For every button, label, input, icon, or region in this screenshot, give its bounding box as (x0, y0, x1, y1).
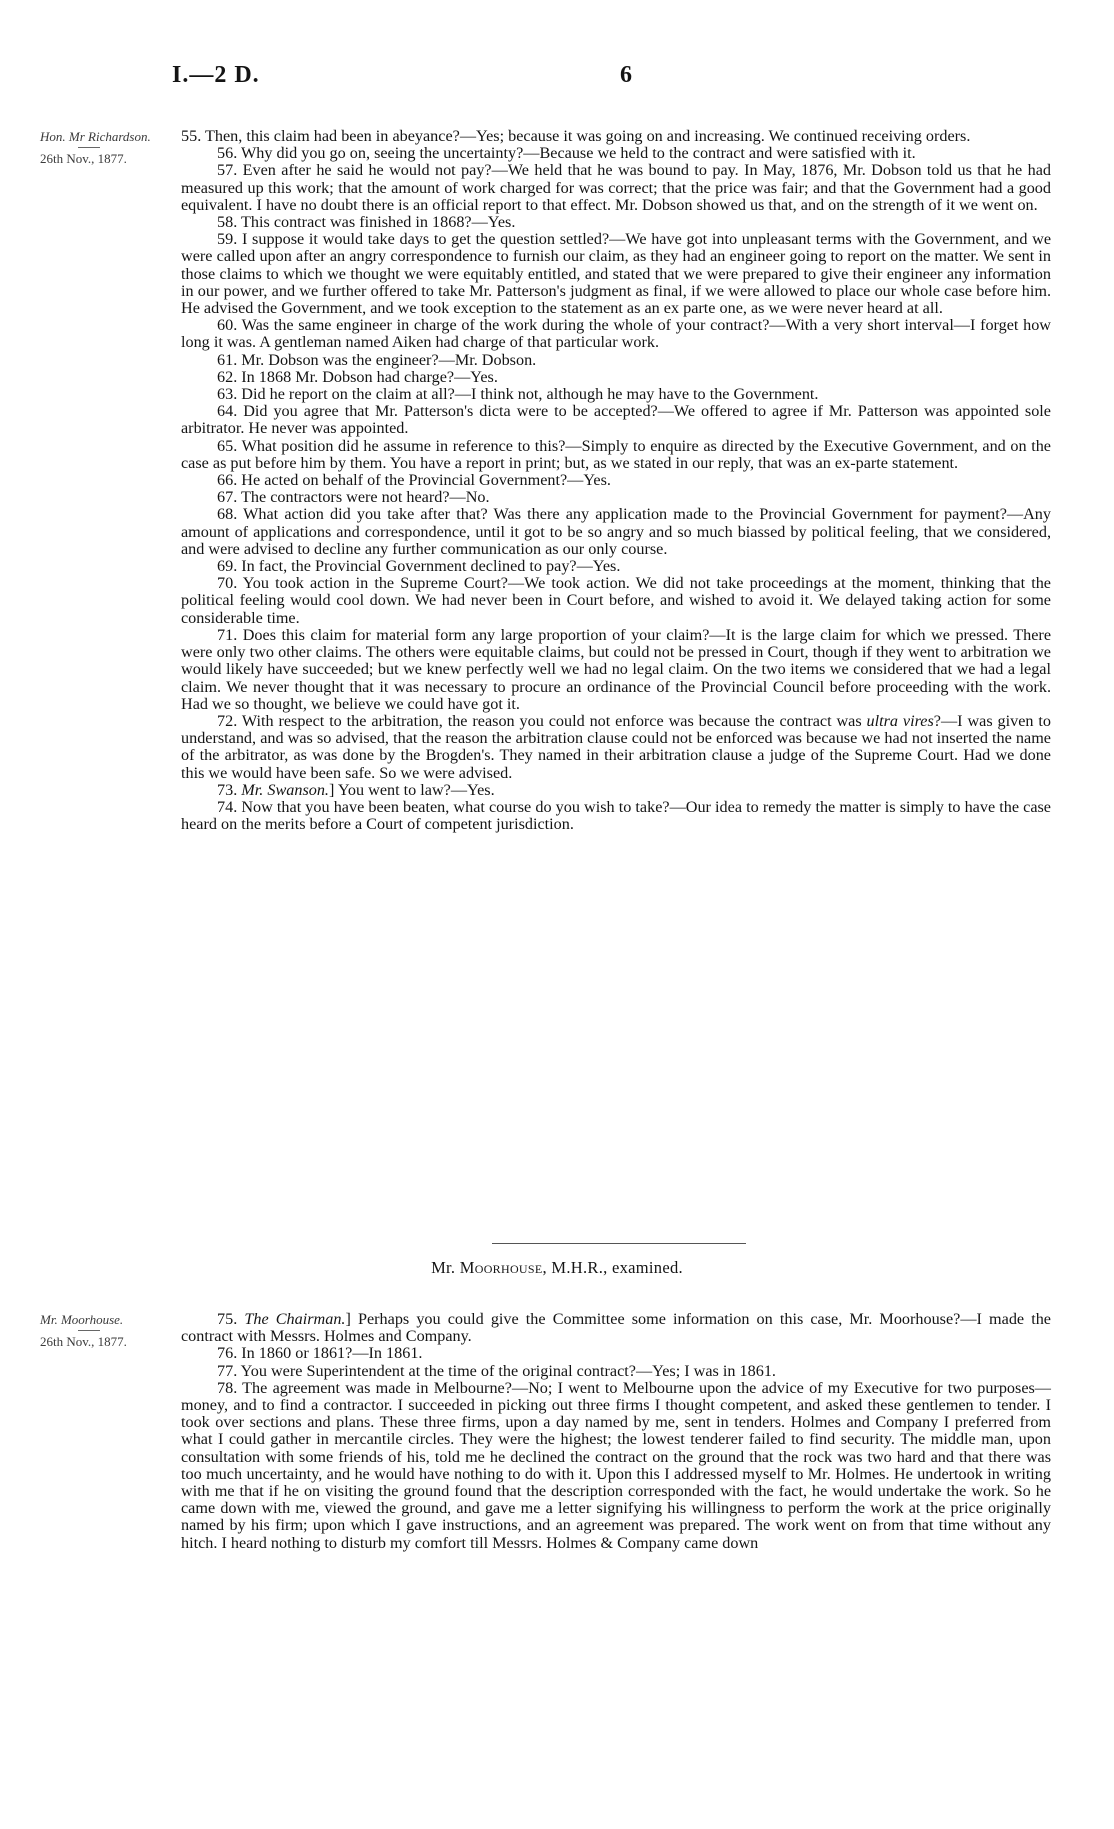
margin-note-date: 26th Nov., 1877. (40, 1334, 127, 1349)
testimony-block-1 (181, 128, 1051, 833)
margin-note-dash (78, 147, 100, 148)
paragraph-57: 57. Even after he said he would not pay?—We held that he was bound to pay. In May, 1876, Mr. Dobson told us that he had measured up this work; that the amount of work charged for was correct; that the price was fair; and that the Government had a good equivalent. I have no doubt there is an official report to that effect. Mr. Dobson showed us that, and on the strength of it we went on. (181, 161, 1051, 214)
testimony-block-2 (181, 1311, 1051, 1552)
page-header (0, 62, 1114, 96)
paragraph-64: 64. Did you agree that Mr. Patterson's dicta were to be accepted?—We offered to agree if Mr. Patterson was appointed sole arbitrator. He never was appointed. (181, 402, 1051, 438)
margin-note-dash (78, 1330, 100, 1331)
document-reference: I.—2 D. (172, 62, 260, 88)
paragraph-72-end: ?—I was given to understand, and was so advised, that the reason the arbitration clause could not be enforced was because we had not inserted the name of the arbitrator, as was done by the Brogden's. They named in their arbitration clause a judge of the Supreme Court. Had we done this we would have been safe. So we were advised. (181, 711, 1051, 782)
paragraph-60: 60. Was the same engineer in charge of the work during the whole of your contract?—With a very short interval—I forget how long it was. A gentleman named Aiken had charge of that particular work. (181, 316, 1051, 352)
paragraph-72 (181, 713, 1051, 782)
paragraph-63: 63. Did he report on the claim at all?—I think not, although he may have to the Government. (217, 385, 819, 404)
section-divider (492, 1243, 746, 1244)
paragraph-75 (181, 1311, 1051, 1345)
paragraph-73-number: 73. (217, 780, 238, 799)
paragraph-76: 76. In 1860 or 1861?—In 1861. (217, 1344, 423, 1363)
margin-note-witness-2 (40, 1311, 170, 1350)
paragraph-62: 62. In 1868 Mr. Dobson had charge?—Yes. (217, 367, 498, 386)
heading-prefix: Mr. (431, 1258, 460, 1277)
paragraph-69: 69. In fact, the Provincial Government declined to pay?—Yes. (217, 557, 621, 576)
paragraph-67: 67. The contractors were not heard?—No. (217, 488, 490, 507)
paragraph-56: 56. Why did you go on, seeing the uncertainty?—Because we held to the contract and were satisfied with it. (217, 144, 916, 163)
margin-note-name: Mr. Moorhouse. (40, 1312, 124, 1327)
paragraph-72-start: 72. With respect to the arbitration, the reason you could not enforce was because the contract was (217, 711, 867, 730)
heading-suffix: , M.H.R., examined. (542, 1258, 683, 1277)
paragraph-75-text: ] Perhaps you could give the Committee some information on this case, Mr. Moorhouse?—I made the contract with Messrs. Holmes and Company. (181, 1310, 1051, 1346)
paragraph-55: 55. Then, this claim had been in abeyance?—Yes; because it was going on and increasing. We continued receiving orders. (181, 127, 971, 145)
paragraph-75-number: 75. (217, 1310, 238, 1328)
paragraph-58: 58. This contract was finished in 1868?—Yes. (217, 213, 516, 232)
margin-note-witness-1 (40, 128, 170, 167)
section-heading-moorhouse (0, 1258, 1114, 1278)
paragraph-73 (181, 782, 1051, 799)
paragraph-59: 59. I suppose it would take days to get the question settled?—We have got into unpleasant terms with the Government, and we were called upon after an angry correspondence to furnish our claim, as they had an engineer going to report on the matter. We sent in those claims to which we thought we were equitably entitled, and stated that we were prepared to give their engineer any information in our power, and we further offered to take Mr. Patterson's judgment as final, if we were allowed to place our whole case before him. He advised the Government, and we took exception to the statement as an ex parte one, as we were never heard at all. (181, 230, 1051, 318)
paragraph-61: 61. Mr. Dobson was the engineer?—Mr. Dobson. (217, 350, 537, 369)
paragraph-73-text: ] You went to law?—Yes. (328, 780, 495, 799)
paragraph-73-speaker: Mr. Swanson. (241, 780, 329, 799)
margin-note-date: 26th Nov., 1877. (40, 151, 127, 166)
paragraph-66: 66. He acted on behalf of the Provincial Government?—Yes. (217, 471, 611, 490)
paragraph-78: 78. The agreement was made in Melbourne?—No; I went to Melbourne upon the advice of my Executive for two purposes—money, and to find a contractor. I succeeded in picking out three firms I thought competent, and asked these gentlemen to tender. I took over sections and plans. These three firms, upon a day named by me, sent in tenders. Holmes and Company I preferred from what I could gather in mercantile circles. They were the highest; the lowest tenderer failed to find security. The middle man, upon consultation with some friends of his, told me he declined the contract on the ground that the rock was two hard and that there was too much uncertainty, and he would have nothing to do with it. Upon this I addressed myself to Mr. Holmes. He undertook in writing with me that if he on visiting the ground found that the description corresponded with the fact, he would undertake the work. So he came down with me, viewed the ground, and gave me a letter signifying his willingness to perform the work at the price originally named by his firm; upon which I gave instructions, and an agreement was prepared. The work went on from that time without any hitch. I heard nothing to disturb my comfort till Messrs. Holmes & Company came down (181, 1378, 1051, 1552)
paragraph-77: 77. You were Superintendent at the time of the original contract?—Yes; I was in 1861. (217, 1361, 776, 1380)
margin-note-name: Hon. Mr Richardson. (40, 129, 151, 144)
page-number: 6 (620, 62, 632, 88)
paragraph-75-speaker: The Chairman. (244, 1310, 346, 1328)
heading-name: Moorhouse (459, 1258, 543, 1277)
paragraph-65: 65. What position did he assume in reference to this?—Simply to enquire as directed by the Executive Government, and on the case as put before him by them. You have a report in print; but, as we stated in our reply, that was an ex-parte statement. (181, 436, 1051, 472)
paragraph-74: 74. Now that you have been beaten, what course do you wish to take?—Our idea to remedy the matter is simply to have the case heard on the merits before a Court of competent jurisdiction. (181, 797, 1051, 834)
paragraph-72-italic: ultra vires (866, 711, 934, 730)
paragraph-70: 70. You took action in the Supreme Court?—We took action. We did not take proceedings at the moment, thinking that the political feeling would cool down. We had never been in Court before, and wished to avoid it. We delayed taking action for some considerable time. (181, 574, 1051, 627)
paragraph-71: 71. Does this claim for material form any large proportion of your claim?—It is the large claim for which we pressed. There were only two other claims. The others were equitable claims, but could not be pressed in Court, though if they went to arbitration we would likely have succeeded; but we knew perfectly well we had no legal claim. On the two items we considered that we had a legal claim. We never thought that it was necessary to procure an ordinance of the Provincial Council before proceeding with the work. Had we so thought, we believe we could have got it. (181, 625, 1051, 713)
paragraph-68: 68. What action did you take after that? Was there any application made to the Provincial Government for payment?—Any amount of applications and correspondence, until it got to be so angry and so much biassed by political feeling, that we considered, and were advised to decline any further communication as our only course. (181, 505, 1051, 558)
